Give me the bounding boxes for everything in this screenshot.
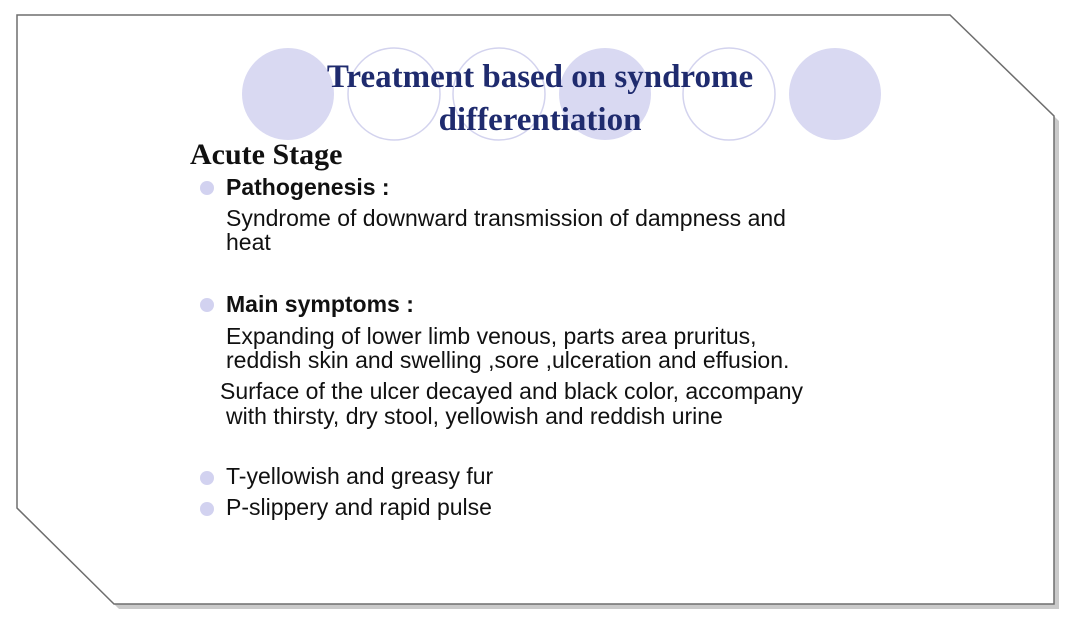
main-symptoms-line-2: reddish skin and swelling ,sore ,ulceration and effusion.	[226, 347, 790, 373]
section-heading: Acute Stage	[190, 138, 343, 171]
main-symptoms-line-3: Surface of the ulcer decayed and black color, accompany	[220, 378, 804, 404]
pathogenesis-heading: Pathogenesis :	[226, 174, 390, 200]
pulse-text: P-slippery and rapid pulse	[226, 494, 492, 520]
title-line-1: Treatment based on syndrome	[326, 59, 754, 95]
bullet-dot	[200, 298, 214, 312]
bullet-dot	[200, 471, 214, 485]
bullet-dot	[200, 502, 214, 516]
main-symptoms-line-1: Expanding of lower limb venous, parts area pruritus,	[226, 323, 757, 349]
title-line-2: differentiation	[438, 102, 642, 138]
main-symptoms-line-4: with thirsty, dry stool, yellowish and reddish urine	[226, 403, 723, 429]
pathogenesis-line-1: Syndrome of downward transmission of dampness and	[226, 205, 786, 231]
tongue-text: T-yellowish and greasy fur	[226, 463, 494, 489]
main-symptoms-heading: Main symptoms :	[226, 291, 414, 317]
pathogenesis-line-2: heat	[226, 229, 271, 255]
slide-title	[240, 56, 840, 142]
bullet-dot	[200, 181, 214, 195]
